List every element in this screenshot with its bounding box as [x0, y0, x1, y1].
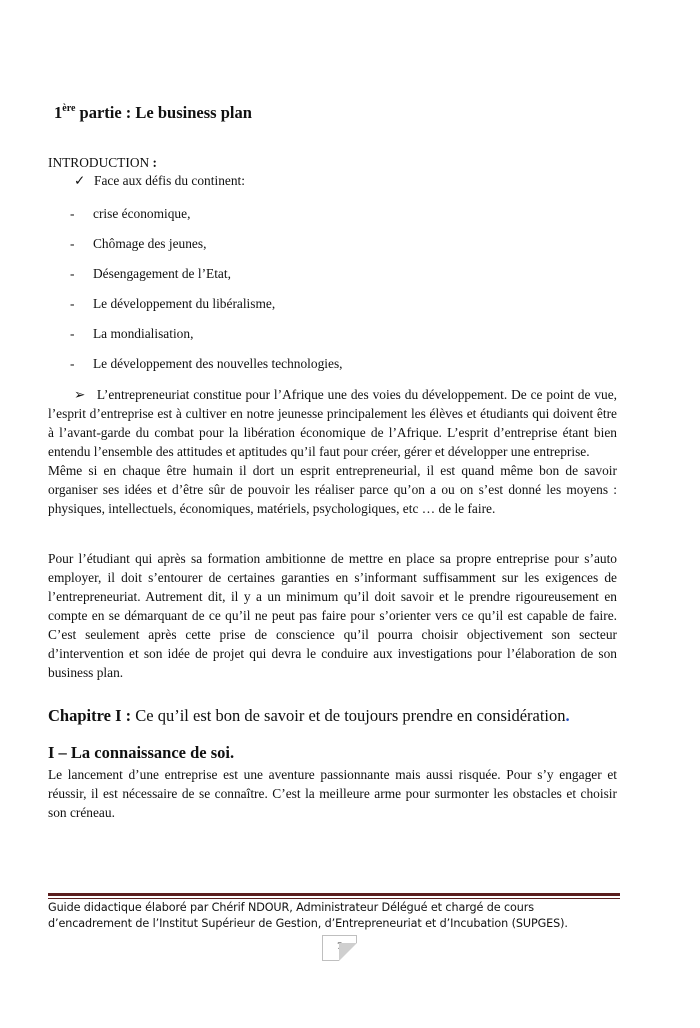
chapter-label: Chapitre I :: [48, 706, 136, 725]
list-item-text: La mondialisation,: [93, 326, 194, 341]
footer: [48, 900, 568, 932]
list-item: [70, 266, 231, 282]
part-superscript: ère: [62, 103, 76, 114]
dash-bullet: -: [70, 326, 75, 341]
paragraph-3-text: Pour l’étudiant qui après sa formation ambitionne de mettre en place sa propre entreprise pour s’auto employer, il doit s’entourer de certaines garanties en s’informant suffisamment sur les exigences de l’entrepreneuriat. Autrement dit, il y a un minimum qu’il doit savoir et le prendre rigoureusement en compte en se démarquant de ce qu’il ne peut pas faire pour s’orienter vers ce qu’il est capable de faire. C’est seulement après cette prise de conscience qu’il pourra choisir objectivement son secteur d’intervention et son idée de projet qui devra le conduire aux investigations pour l’élaboration de son business plan.: [48, 551, 617, 680]
part-title: [54, 103, 252, 123]
list-item: [70, 326, 193, 342]
paragraph-1-text: L’entrepreneuriat constitue pour l’Afrique une des voies du développement. De ce point de vue, l’esprit d’entreprise est à cultiver en notre jeunesse principalement les élèves et étudiants qui doivent être à l’avant-garde du combat pour la libération économique de l’Afrique. L’esprit d’entreprise étant bien entendu l’ensemble des attitudes et aptitudes qu’il faut pour créer, gérer et développer une entreprise.: [48, 387, 618, 459]
introduction-heading: [48, 155, 157, 171]
paragraph-2-text: Même si en chaque être humain il dort un esprit entrepreneurial, il est quand même bon de savoir organiser ses idées et d’être sûr de pouvoir les réaliser parce qu’on a ou on s’est donné les moyens : physiques, intellectuels, économiques, matériels, psychologiques, etc … de le faire.: [48, 463, 617, 516]
introduction-colon: :: [152, 155, 157, 170]
list-item-text: Chômage des jeunes,: [93, 236, 207, 251]
footer-rule-thin: [48, 898, 620, 899]
footer-line-2: d’encadrement de l’Institut Supérieur de Gestion, d’Entrepreneuriat et d’Incubation (SUPGES).: [48, 917, 568, 930]
section-paragraph: [48, 765, 617, 822]
page-fold-icon: [339, 943, 357, 961]
list-item-text: Le développement du libéralisme,: [93, 296, 276, 311]
introduction-label: INTRODUCTION: [48, 155, 153, 170]
list-item-text: crise économique,: [93, 206, 191, 221]
section-heading: I – La connaissance de soi.: [48, 743, 235, 762]
footer-rule: [48, 893, 620, 896]
paragraph-entrepreneuriat: [48, 385, 617, 518]
list-item: [70, 356, 343, 372]
list-item: [70, 206, 190, 222]
part-number: 1: [54, 103, 63, 122]
dash-bullet: -: [70, 296, 75, 311]
paragraph-etudiant: [48, 549, 617, 682]
chapter-heading: [48, 706, 570, 726]
checkmark-icon: ✓: [74, 173, 86, 188]
check-item-text: Face aux défis du continent:: [94, 173, 245, 188]
list-item: [70, 236, 206, 252]
list-item: [70, 296, 275, 312]
chapter-title: Ce qu’il est bon de savoir et de toujours prendre en considération: [135, 706, 566, 725]
section-text: Le lancement d’une entreprise est une aventure passionnante mais aussi risquée. Pour s’y engager et réussir, il est nécessaire de se connaître. C’est la meilleure arme pour surmonter les obstacles et choisir son créneau.: [48, 767, 617, 820]
dash-bullet: -: [70, 266, 75, 281]
dash-bullet: -: [70, 206, 75, 221]
check-list-item: [74, 173, 245, 189]
arrow-bullet-icon: ➢: [74, 387, 97, 402]
page-number-box: [322, 935, 357, 961]
page-number: 7: [337, 941, 342, 951]
list-item-text: Le développement des nouvelles technologies,: [93, 356, 343, 371]
chapter-end-dot: .: [565, 706, 570, 725]
list-item-text: Désengagement de l’Etat,: [93, 266, 231, 281]
part-title-text: partie : Le business plan: [75, 103, 252, 122]
dash-bullet: -: [70, 236, 75, 251]
dash-bullet: -: [70, 356, 75, 371]
footer-line-1: Guide didactique élaboré par Chérif NDOUR, Administrateur Délégué et chargé de cours: [48, 901, 534, 914]
